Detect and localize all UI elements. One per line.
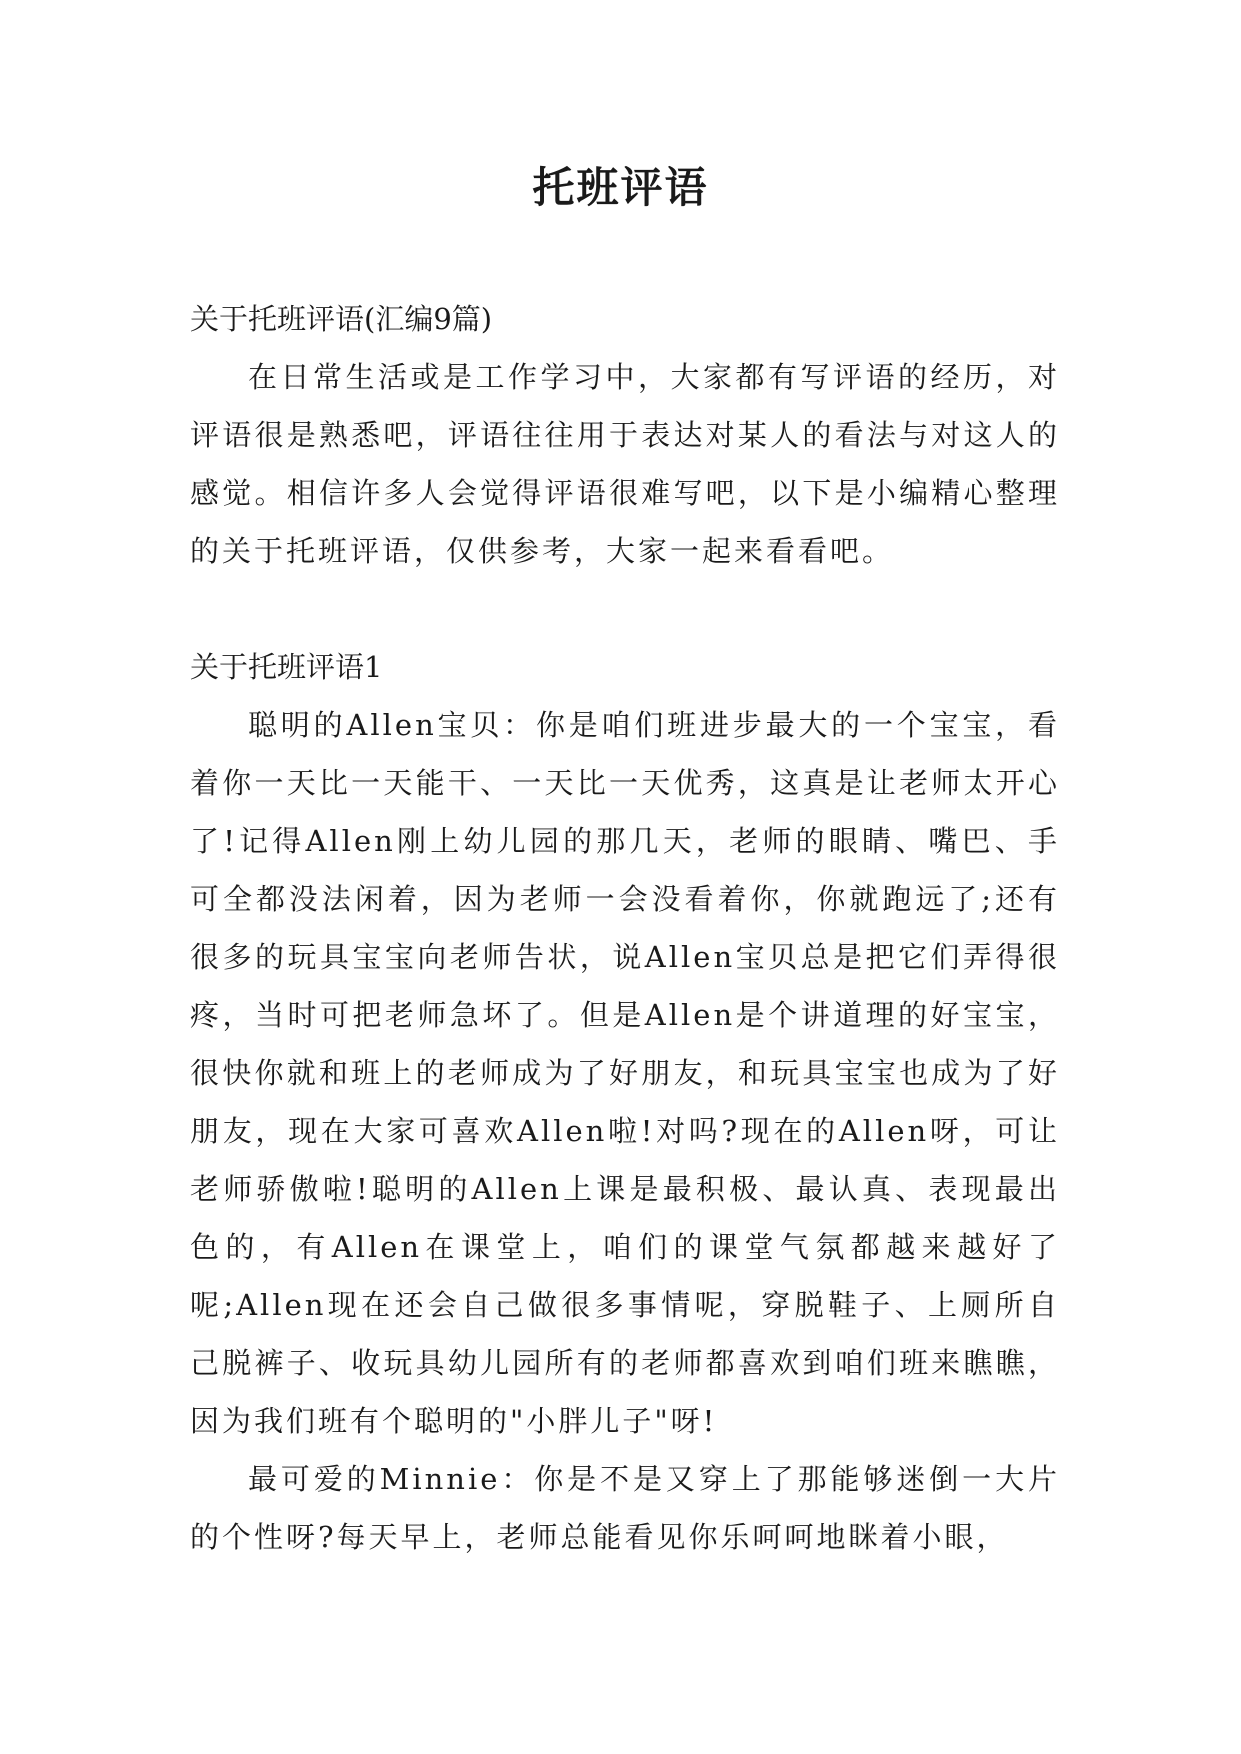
document-title: 托班评语 — [532, 163, 709, 212]
document-subtitle: 关于托班评语(汇编9篇) — [190, 302, 493, 336]
section-paragraph: 最可爱的Minnie：你是不是又穿上了那能够迷倒一大片的个性呀?每天早上，老师总能看见你乐呵呵地眯着小眼， — [190, 1462, 1060, 1554]
intro-paragraph: 在日常生活或是工作学习中，大家都有写评语的经历，对评语很是熟悉吧，评语往往用于表达对某人的看法与对这人的感觉。相信许多人会觉得评语很难写吧，以下是小编精心整理的关于托班评语，仅供参考，大家一起来看看吧。 — [190, 360, 1060, 568]
section-paragraph: 聪明的Allen宝贝：你是咱们班进步最大的一个宝宝，看着你一天比一天能干、一天比一天优秀，这真是让老师太开心了!记得Allen刚上幼儿园的那几天，老师的眼睛、嘴巴、手可全都没法闲着，因为老师一会没看着你，你就跑远了;还有很多的玩具宝宝向老师告状，说Allen宝贝总是把它们弄得很疼，当时可把老师急坏了。但是Allen是个讲道理的好宝宝，很快你就和班上的老师成为了好朋友，和玩具宝宝也成为了好朋友，现在大家可喜欢Allen啦!对吗?现在的Allen呀，可让老师骄傲啦!聪明的Allen上课是最积极、最认真、表现最出色的，有Allen在课堂上，咱们的课堂气氛都越来越好了呢;Allen现在还会自己做很多事情呢，穿脱鞋子、上厕所自己脱裤子、收玩具幼儿园所有的老师都喜欢到咱们班来瞧瞧，因为我们班有个聪明的"小胖儿子"呀! — [190, 708, 1060, 1438]
section-heading: 关于托班评语1 — [190, 650, 383, 684]
document-body — [190, 290, 1060, 1566]
